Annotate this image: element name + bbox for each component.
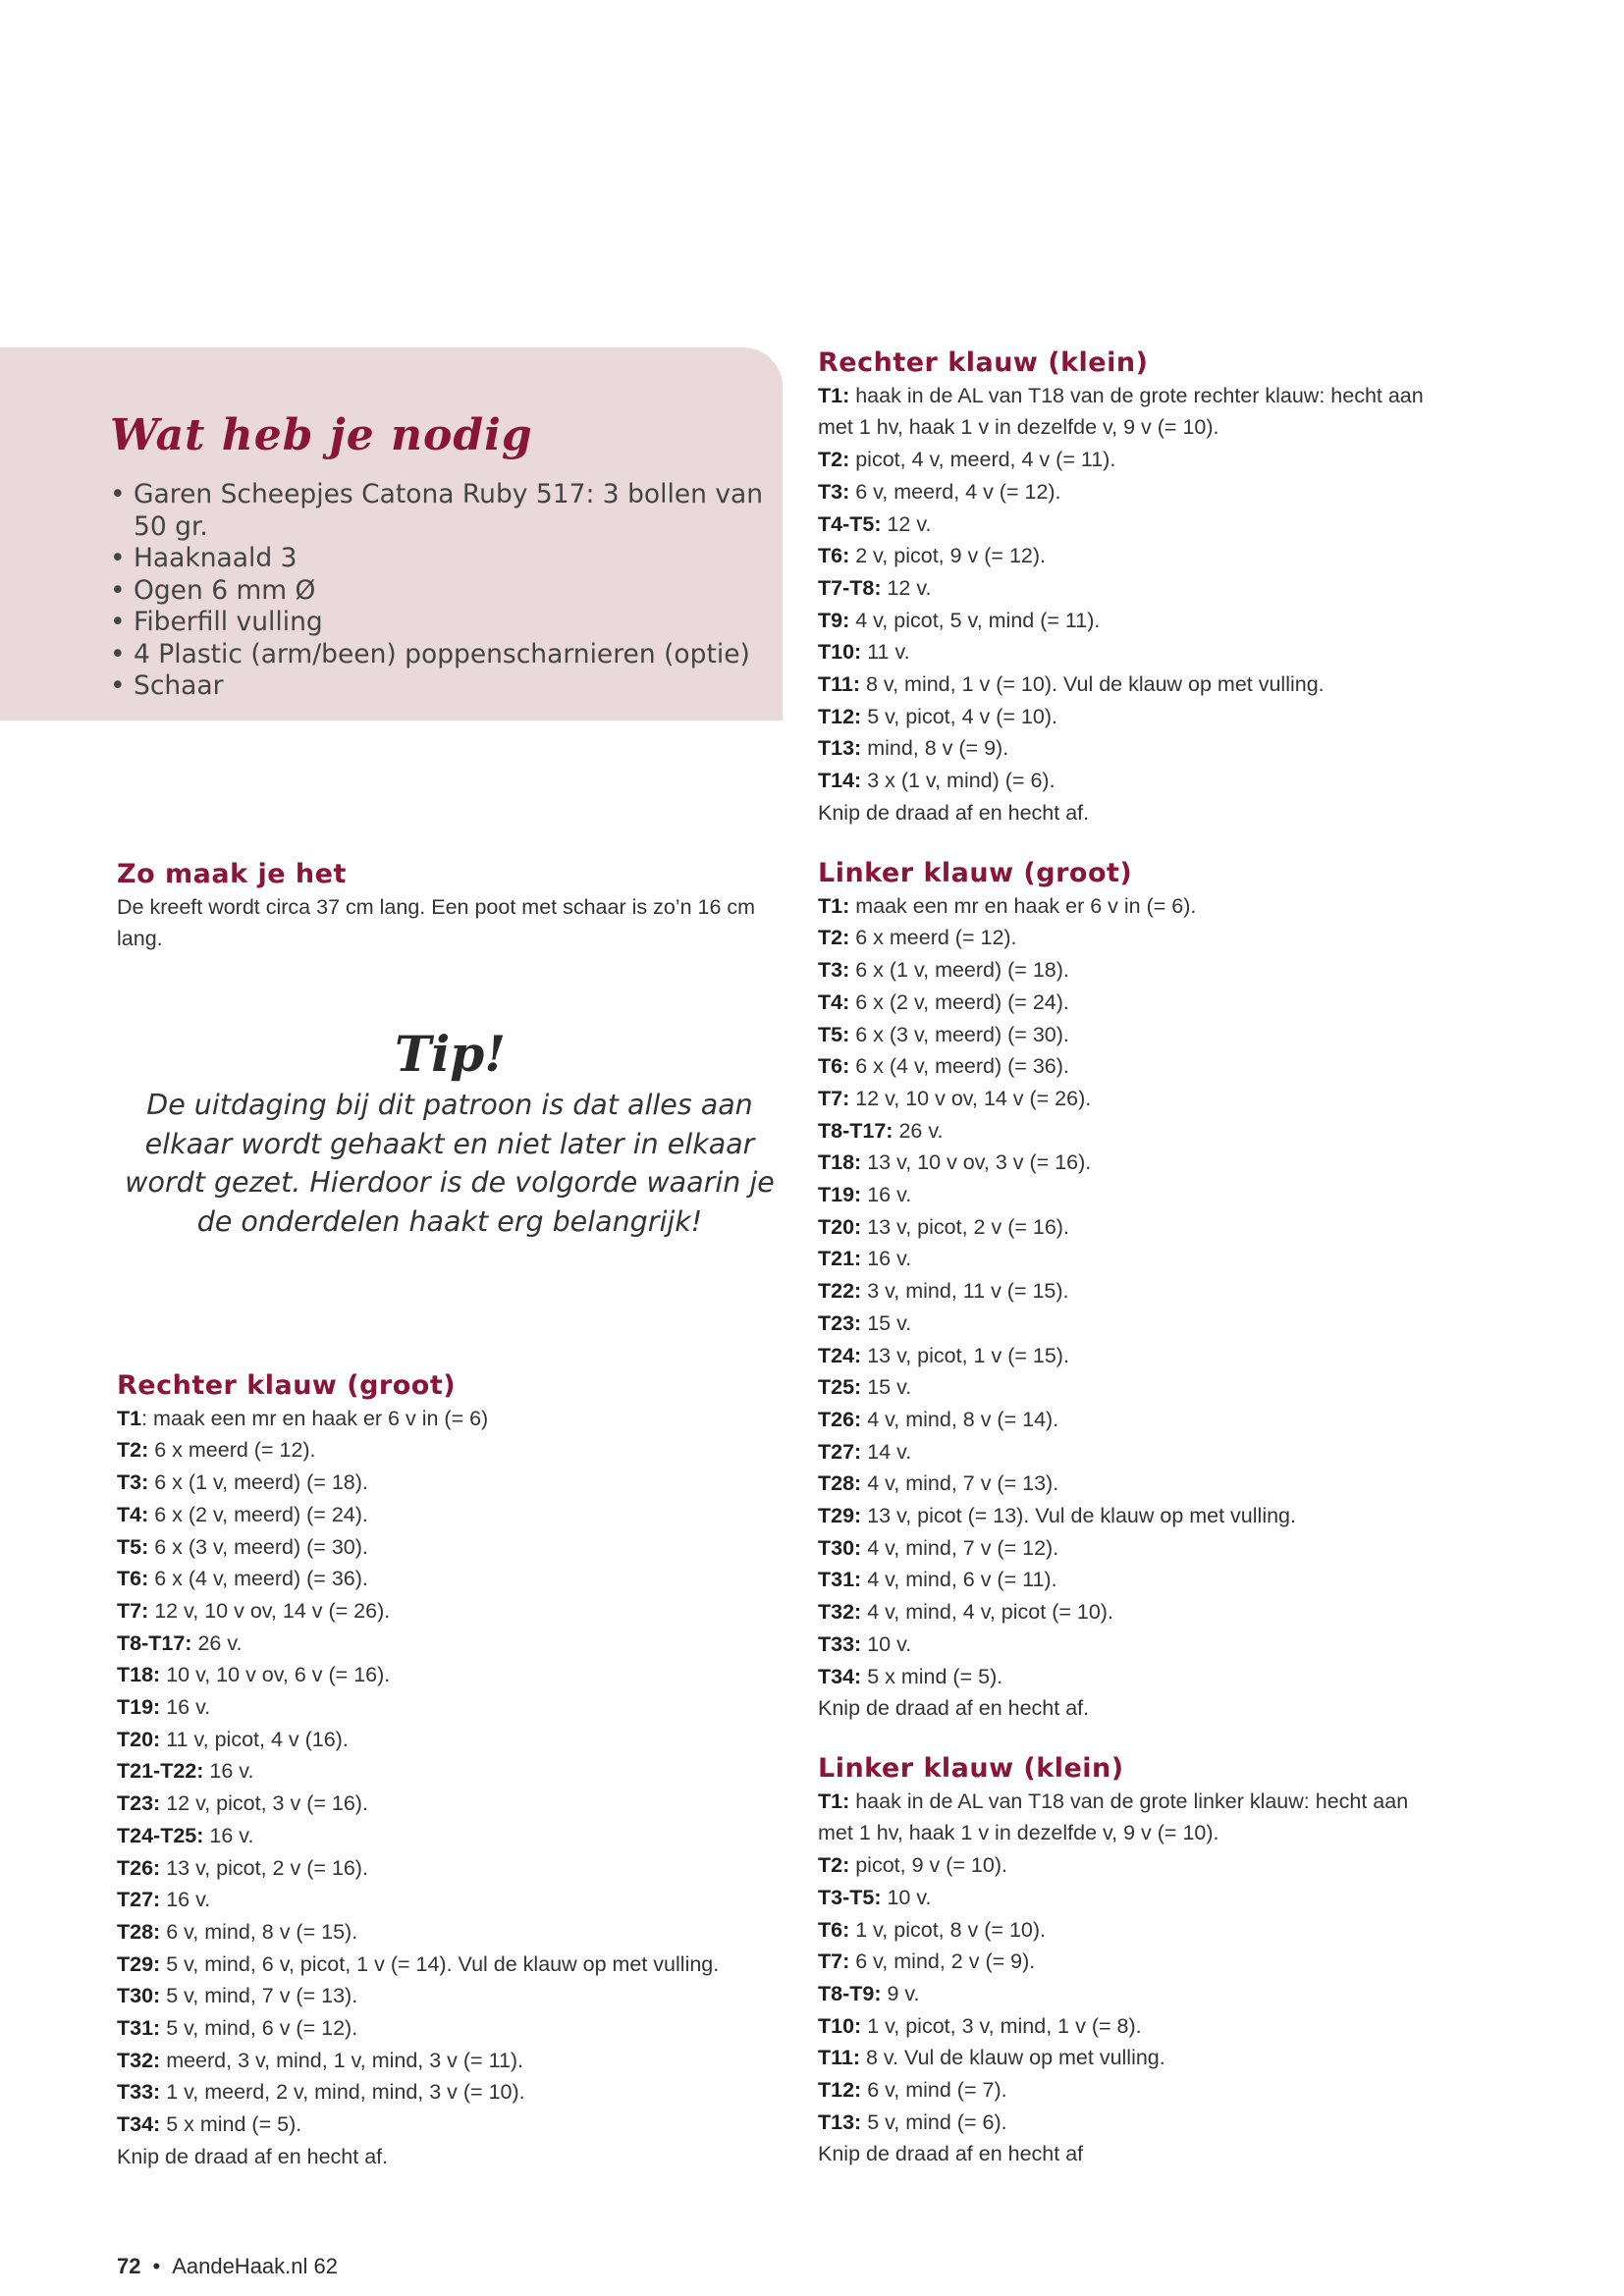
- pattern-row: [818, 1115, 1296, 1148]
- pattern-row: [818, 1275, 1296, 1308]
- row-instruction: 5 v, picot, 4 v (= 10).: [861, 704, 1057, 728]
- row-label: T33:: [117, 2080, 161, 2105]
- materials-item: • Schaar: [110, 670, 778, 703]
- pattern-row: [818, 1914, 1408, 1947]
- row-label: T27:: [117, 1888, 161, 1912]
- row-instruction: Knip de draad af en hecht af.: [818, 1696, 1090, 1721]
- pattern-row: [818, 1692, 1296, 1725]
- pattern-row: [818, 765, 1424, 797]
- section-heading: Linker klauw (klein): [818, 1753, 1124, 1784]
- row-instruction: 16 v.: [203, 1759, 254, 1784]
- pattern-row: [117, 2109, 719, 2141]
- pattern-row: [818, 1243, 1296, 1275]
- intro-section: [117, 859, 765, 955]
- row-instruction: 15 v.: [861, 1375, 912, 1400]
- materials-item: • Ogen 6 mm Ø: [110, 575, 778, 608]
- pattern-row: [117, 1659, 719, 1691]
- section-linker-klauw-groot: [818, 858, 1296, 1725]
- row-label: T14:: [818, 769, 862, 793]
- pattern-row: [818, 1661, 1296, 1693]
- row-instruction: 1 v, meerd, 2 v, mind, mind, 3 v (= 10).: [160, 2080, 525, 2105]
- row-instruction: picot, 4 v, meerd, 4 v (= 11).: [849, 448, 1116, 472]
- pattern-row: [818, 2138, 1408, 2170]
- pattern-row: [117, 2076, 719, 2109]
- row-label: T31:: [117, 2016, 161, 2041]
- row-label: T2:: [818, 448, 850, 472]
- row-instruction: 12 v, 10 v ov, 14 v (= 26).: [148, 1598, 391, 1623]
- pattern-row: [818, 2042, 1408, 2074]
- row-label: T20:: [117, 1727, 161, 1751]
- row-label: T21-T22:: [117, 1759, 204, 1784]
- row-label: T4:: [117, 1502, 149, 1526]
- section-rechter-klauw-groot: [117, 1370, 719, 2173]
- pattern-row: [818, 954, 1296, 987]
- pattern-row: [818, 1532, 1296, 1565]
- row-instruction: 3 x (1 v, mind) (= 6).: [861, 769, 1056, 793]
- pattern-row: [117, 1724, 719, 1756]
- row-label: T1:: [818, 1789, 850, 1813]
- row-label: T19:: [818, 1183, 862, 1207]
- row-instruction: met 1 hv, haak 1 v in dezelfde v, 9 v (= 10).: [818, 1821, 1219, 1845]
- row-instruction: Knip de draad af en hecht af.: [117, 2144, 389, 2168]
- row-label: T8-T17:: [117, 1630, 192, 1655]
- row-label: T28:: [818, 1471, 862, 1496]
- row-instruction: 2 v, picot, 9 v (= 12).: [849, 544, 1047, 568]
- row-label: T7:: [818, 1949, 850, 1974]
- pattern-row: [117, 1788, 719, 1820]
- pattern-row: [818, 540, 1424, 572]
- pattern-row: [818, 1179, 1296, 1211]
- pattern-row: [818, 701, 1424, 733]
- pattern-row: [117, 1916, 719, 1949]
- pattern-row: [818, 1340, 1296, 1372]
- row-instruction: 13 v, 10 v ov, 3 v (= 16).: [861, 1150, 1092, 1175]
- pattern-row: [818, 2074, 1408, 2107]
- row-instruction: 6 v, mind, 8 v (= 15).: [160, 1919, 358, 1944]
- row-instruction: mind, 8 v (= 9).: [861, 736, 1009, 761]
- row-instruction: 16 v.: [861, 1247, 912, 1271]
- row-instruction: 4 v, mind, 8 v (= 14).: [861, 1407, 1059, 1431]
- row-label: T4-T5:: [818, 511, 882, 536]
- row-label: T11:: [818, 672, 861, 697]
- pattern-row: [117, 1820, 719, 1852]
- intro-heading: Zo maak je het: [117, 859, 347, 889]
- row-instruction: 6 v, mind (= 7).: [861, 2078, 1007, 2103]
- pattern-row: [818, 411, 1424, 444]
- pattern-row: [818, 1817, 1408, 1849]
- row-label: T34:: [818, 1664, 862, 1688]
- row-instruction: 6 x (3 v, meerd) (= 30).: [148, 1534, 368, 1559]
- row-label: T22:: [818, 1279, 862, 1304]
- row-instruction: 6 x meerd (= 12).: [849, 926, 1017, 950]
- pattern-row: [818, 797, 1424, 829]
- row-label: T1:: [818, 383, 850, 407]
- row-instruction: haak in de AL van T18 van de grote rechter klauw: hecht aan: [849, 383, 1424, 407]
- pattern-row: [117, 1980, 719, 2012]
- row-instruction: 16 v.: [861, 1183, 912, 1207]
- row-instruction: 12 v, 10 v ov, 14 v (= 26).: [849, 1086, 1092, 1110]
- row-label: T23:: [818, 1310, 862, 1335]
- pattern-row: [117, 1595, 719, 1628]
- materials-item: • Fiberfill vulling: [110, 607, 778, 639]
- pattern-row: [117, 1403, 719, 1435]
- row-instruction: 6 x meerd (= 12).: [148, 1438, 316, 1463]
- row-instruction: 12 v, picot, 3 v (= 16).: [160, 1791, 368, 1816]
- pattern-row: [818, 444, 1424, 476]
- pattern-row: [818, 1404, 1296, 1436]
- row-label: T26:: [818, 1407, 862, 1431]
- row-label: T2:: [117, 1438, 149, 1463]
- pattern-row: [117, 1531, 719, 1564]
- pattern-row: [818, 1564, 1296, 1596]
- row-instruction: maak een mr en haak er 6 v in (= 6).: [849, 893, 1197, 918]
- row-label: T28:: [117, 1919, 161, 1944]
- pattern-row: [818, 508, 1424, 541]
- pattern-row: [818, 1468, 1296, 1500]
- row-label: T24-T25:: [117, 1823, 204, 1847]
- pattern-row: [818, 1147, 1296, 1179]
- row-instruction: 8 v. Vul de klauw op met vulling.: [860, 2046, 1165, 2070]
- row-label: T5:: [818, 1022, 850, 1046]
- section-heading: Linker klauw (groot): [818, 858, 1133, 888]
- row-instruction: 4 v, mind, 6 v (= 11).: [861, 1568, 1057, 1592]
- row-label: T30:: [117, 1984, 161, 2008]
- row-instruction: 12 v.: [881, 511, 932, 536]
- pattern-row: [818, 1629, 1296, 1661]
- row-label: T34:: [117, 2112, 161, 2137]
- row-instruction: 6 v, mind, 2 v (= 9).: [849, 1949, 1036, 1974]
- row-label: T3:: [117, 1470, 149, 1495]
- row-instruction: 6 x (2 v, meerd) (= 24).: [849, 989, 1069, 1014]
- row-instruction: haak in de AL van T18 van de grote linker klauw: hecht aan: [849, 1789, 1409, 1813]
- row-instruction: 4 v, mind, 4 v, picot (= 10).: [861, 1600, 1113, 1625]
- row-instruction: 6 x (1 v, meerd) (= 18).: [849, 958, 1069, 983]
- pattern-row: [818, 1083, 1296, 1115]
- section-heading: Rechter klauw (groot): [117, 1370, 457, 1401]
- row-instruction: 6 v, meerd, 4 v (= 12).: [849, 479, 1061, 504]
- pattern-row: [818, 2107, 1408, 2139]
- row-instruction: 13 v, picot, 2 v (= 16).: [160, 1855, 368, 1880]
- row-label: T6:: [818, 1917, 850, 1942]
- row-label: T26:: [117, 1855, 161, 1880]
- pattern-row: [818, 1786, 1408, 1818]
- row-label: T1: [117, 1406, 142, 1430]
- row-instruction: 5 v, mind, 7 v (= 13).: [160, 1984, 358, 2008]
- pattern-row: [117, 2045, 719, 2077]
- pattern-row: [117, 1499, 719, 1531]
- row-instruction: 1 v, picot, 8 v (= 10).: [849, 1917, 1047, 1942]
- row-label: T10:: [818, 2013, 862, 2038]
- pattern-row: [818, 668, 1424, 701]
- row-instruction: 9 v.: [881, 1981, 920, 2005]
- row-instruction: : maak een mr en haak er 6 v in (= 6): [141, 1406, 489, 1430]
- row-instruction: 11 v.: [861, 640, 910, 665]
- materials-heading: Wat heb je nodig: [110, 410, 533, 460]
- row-label: T32:: [818, 1600, 862, 1625]
- row-instruction: 26 v.: [893, 1118, 944, 1143]
- row-label: T29:: [117, 1951, 161, 1976]
- pattern-row: [818, 605, 1424, 637]
- row-label: T33:: [818, 1631, 862, 1656]
- row-label: T2:: [818, 926, 850, 950]
- pattern-row: [818, 380, 1424, 412]
- row-instruction: met 1 hv, haak 1 v in dezelfde v, 9 v (= 10).: [818, 415, 1219, 440]
- pattern-row: [117, 1691, 719, 1724]
- pattern-row: [818, 987, 1296, 1019]
- materials-item: • Haaknaald 3: [110, 543, 778, 575]
- row-instruction: 16 v.: [160, 1888, 211, 1912]
- page-number: 72: [117, 2254, 141, 2278]
- pattern-row: [818, 1050, 1296, 1083]
- row-label: T4:: [818, 989, 850, 1014]
- row-label: T6:: [818, 1054, 850, 1079]
- row-instruction: 4 v, mind, 7 v (= 12).: [861, 1535, 1059, 1560]
- row-instruction: meerd, 3 v, mind, 1 v, mind, 3 v (= 11).: [160, 2048, 524, 2072]
- row-instruction: 6 x (3 v, meerd) (= 30).: [849, 1022, 1069, 1046]
- row-label: T7:: [117, 1598, 149, 1623]
- row-label: T12:: [818, 2078, 862, 2103]
- pattern-row: [117, 2012, 719, 2045]
- row-instruction: 5 x mind (= 5).: [861, 1664, 1003, 1688]
- row-label: T3-T5:: [818, 1885, 882, 1909]
- pattern-row: [818, 732, 1424, 765]
- pattern-row: [818, 1882, 1408, 1914]
- row-label: T13:: [818, 2109, 862, 2134]
- page-footer: [117, 2254, 338, 2279]
- materials-list: [110, 479, 778, 703]
- row-label: T12:: [818, 704, 862, 728]
- row-label: T10:: [818, 640, 862, 665]
- pattern-row: [818, 1019, 1296, 1051]
- row-instruction: 5 v, mind, 6 v (= 12).: [160, 2016, 358, 2041]
- pattern-row: [818, 1946, 1408, 1978]
- row-instruction: Knip de draad af en hecht af: [818, 2142, 1084, 2166]
- row-label: T23:: [117, 1791, 161, 1816]
- row-instruction: 10 v, 10 v ov, 6 v (= 16).: [160, 1663, 391, 1687]
- row-instruction: 13 v, picot (= 13). Vul de klauw op met vulling.: [861, 1504, 1296, 1528]
- row-label: T7:: [818, 1086, 850, 1110]
- pattern-row: [818, 1308, 1296, 1340]
- pattern-row: [818, 476, 1424, 508]
- pattern-row: [818, 1211, 1296, 1244]
- row-label: T8-T17:: [818, 1118, 893, 1143]
- row-label: T6:: [818, 544, 850, 568]
- row-label: T19:: [117, 1695, 161, 1720]
- pattern-row: [117, 2141, 719, 2173]
- row-instruction: 16 v.: [160, 1695, 211, 1720]
- row-label: T1:: [818, 893, 850, 918]
- pattern-row: [117, 1628, 719, 1660]
- row-instruction: 13 v, picot, 1 v (= 15).: [861, 1343, 1069, 1367]
- section-rechter-klauw-klein: [818, 347, 1424, 829]
- row-instruction: 6 x (2 v, meerd) (= 24).: [148, 1502, 368, 1526]
- row-instruction: 6 x (4 v, meerd) (= 36).: [148, 1567, 368, 1591]
- pattern-row: [117, 1755, 719, 1788]
- footer-separator: •: [152, 2254, 161, 2278]
- row-instruction: 13 v, picot, 2 v (= 16).: [861, 1214, 1069, 1239]
- row-label: T8-T9:: [818, 1981, 882, 2005]
- row-instruction: 3 v, mind, 11 v (= 15).: [861, 1279, 1069, 1304]
- row-instruction: 11 v, picot, 4 v (16).: [160, 1727, 349, 1751]
- row-instruction: 16 v.: [203, 1823, 254, 1847]
- row-label: T2:: [818, 1853, 850, 1878]
- row-instruction: 5 v, mind (= 6).: [861, 2109, 1007, 2134]
- pattern-row: [117, 1884, 719, 1916]
- tip-text: De uitdaging bij dit patroon is dat alles aan elkaar wordt gehaakt en niet later in elkaar wordt gezet. Hierdoor is de volgorde waarin je de onderdelen haakt erg belangrijk!: [125, 1089, 775, 1238]
- row-instruction: 5 v, mind, 6 v, picot, 1 v (= 14). Vul de klauw op met vulling.: [160, 1951, 720, 1976]
- row-label: T3:: [818, 479, 850, 504]
- pattern-row: [117, 1563, 719, 1595]
- pattern-row: [818, 1436, 1296, 1468]
- pattern-row: [818, 636, 1424, 668]
- row-instruction: 1 v, picot, 3 v, mind, 1 v (= 8).: [861, 2013, 1142, 2038]
- pattern-row: [818, 2010, 1408, 2043]
- row-label: T30:: [818, 1535, 862, 1560]
- row-instruction: 14 v.: [861, 1439, 912, 1464]
- row-instruction: 5 x mind (= 5).: [160, 2112, 302, 2137]
- row-instruction: 4 v, picot, 5 v, mind (= 11).: [849, 608, 1101, 632]
- pattern-row: [818, 1371, 1296, 1404]
- row-instruction: 6 x (1 v, meerd) (= 18).: [148, 1470, 368, 1495]
- materials-item: • Garen Scheepjes Catona Ruby 517: 3 bollen van 50 gr.: [110, 479, 778, 543]
- row-instruction: 10 v.: [861, 1631, 912, 1656]
- row-instruction: 15 v.: [861, 1310, 912, 1335]
- pattern-row: [818, 922, 1296, 954]
- row-instruction: 26 v.: [191, 1630, 243, 1655]
- pattern-row: [117, 1467, 719, 1499]
- row-label: T31:: [818, 1568, 862, 1592]
- row-label: T29:: [818, 1504, 862, 1528]
- row-label: T7-T8:: [818, 575, 882, 600]
- row-label: T5:: [117, 1534, 149, 1559]
- tip-title: Tip!: [395, 1025, 507, 1083]
- pattern-row: [818, 890, 1296, 923]
- row-label: T18:: [117, 1663, 161, 1687]
- pattern-row: [818, 1849, 1408, 1882]
- intro-text: De kreeft wordt circa 37 cm lang. Een poot met schaar is zo’n 16 cm lang.: [117, 894, 756, 951]
- row-label: T13:: [818, 736, 862, 761]
- section-heading: Rechter klauw (klein): [818, 347, 1149, 378]
- section-linker-klauw-klein: [818, 1753, 1408, 2170]
- row-label: T25:: [818, 1375, 862, 1400]
- row-label: T20:: [818, 1214, 862, 1239]
- row-instruction: 12 v.: [881, 575, 932, 600]
- pattern-row: [818, 1596, 1296, 1629]
- row-label: T32:: [117, 2048, 161, 2072]
- magazine-name: AandeHaak.nl 62: [172, 2254, 338, 2278]
- row-label: T27:: [818, 1439, 862, 1464]
- row-label: T6:: [117, 1567, 149, 1591]
- row-label: T11:: [818, 2046, 861, 2070]
- pattern-row: [818, 1978, 1408, 2010]
- row-label: T3:: [818, 958, 850, 983]
- row-instruction: 4 v, mind, 7 v (= 13).: [861, 1471, 1059, 1496]
- pattern-row: [818, 1500, 1296, 1532]
- row-instruction: picot, 9 v (= 10).: [849, 1853, 1007, 1878]
- pattern-row: [117, 1852, 719, 1885]
- row-instruction: Knip de draad af en hecht af.: [818, 800, 1090, 825]
- row-instruction: 10 v.: [881, 1885, 932, 1909]
- row-instruction: 8 v, mind, 1 v (= 10). Vul de klauw op met vulling.: [860, 672, 1325, 697]
- materials-item: • 4 Plastic (arm/been) poppenscharnieren (optie): [110, 639, 778, 671]
- row-label: T9:: [818, 608, 850, 632]
- pattern-row: [818, 572, 1424, 605]
- row-instruction: 6 x (4 v, meerd) (= 36).: [849, 1054, 1069, 1079]
- pattern-row: [117, 1949, 719, 1981]
- row-label: T21:: [818, 1247, 862, 1271]
- row-label: T18:: [818, 1150, 862, 1175]
- row-label: T24:: [818, 1343, 862, 1367]
- pattern-row: [117, 1434, 719, 1467]
